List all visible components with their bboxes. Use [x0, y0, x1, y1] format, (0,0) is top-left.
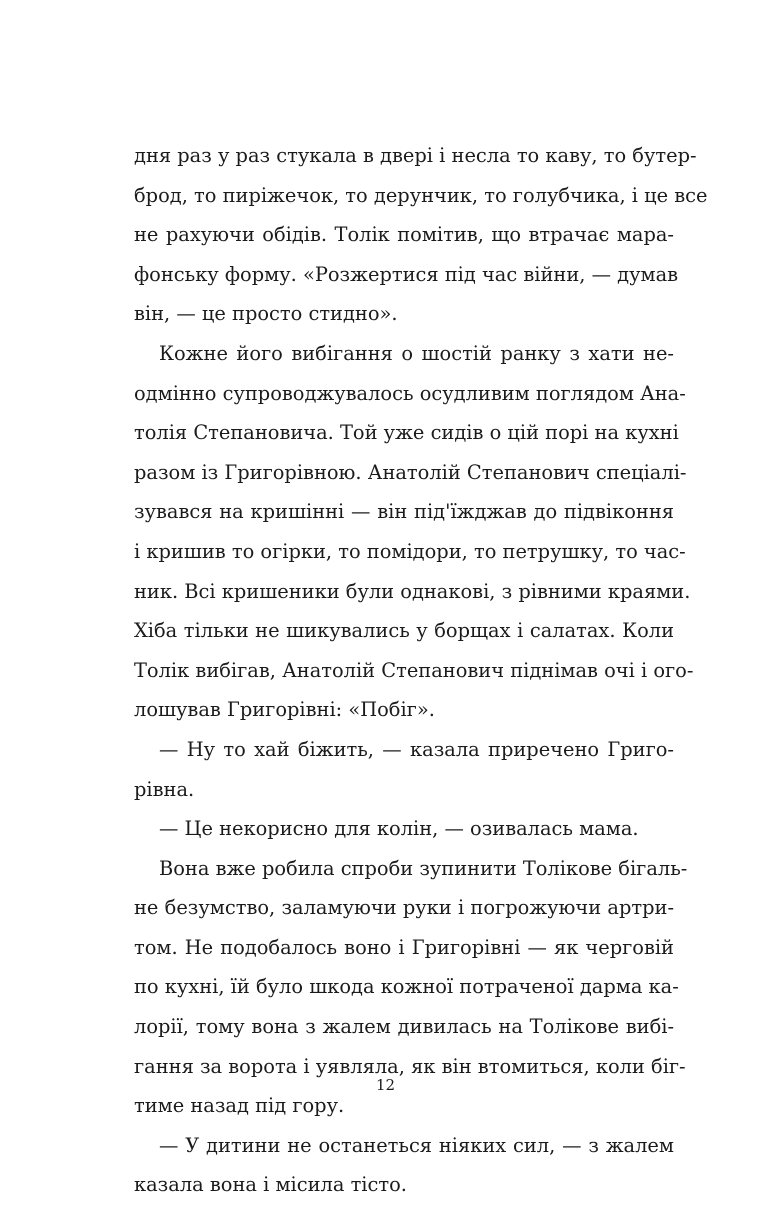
text-line: гання за ворота і уявляла, як він втомиться, коли біг-: [134, 1054, 686, 1078]
text-line: і кришив то огірки, то помідори, то петрушку, то час-: [134, 539, 686, 563]
text-line: ник. Всі кришеники були однакові, з рівними краями.: [134, 579, 691, 603]
text-line: Толік вибігав, Анатолій Степанович піднімав очі і ого-: [134, 658, 694, 682]
text-line: лорії, тому вона з жалем дивилась на Толікове вибі-: [134, 1015, 674, 1039]
text-line: казала вона і місила тісто.: [134, 1173, 407, 1197]
text-line: зувався на кришінні — він під'їжджав до підвіконня: [134, 500, 674, 524]
text-line: він, — це просто стидно».: [134, 302, 398, 326]
text-line: — У дитини не останеться ніяких сил, — з жалем: [159, 1133, 674, 1157]
text-line: брод, то пиріжечок, то дерунчик, то голубчика, і це все: [134, 183, 708, 207]
text-line: — Це некорисно для колін, — озивалась мама.: [159, 817, 639, 841]
text-line: рівна.: [134, 777, 195, 801]
text-line: Вона вже робила спроби зупинити Толікове бігаль-: [159, 856, 688, 880]
text-line: не безумство, заламуючи руки і погрожуючи артри-: [134, 896, 674, 920]
text-line: по кухні, їй було шкода кожної потраченої дарма ка-: [134, 975, 679, 999]
text-line: тиме назад під гору.: [134, 1094, 345, 1118]
text-line: дня раз у раз стукала в двері і несла то каву, то бутер-: [134, 144, 697, 167]
text-line: не рахуючи обідів. Толік помітив, що втрачає мара-: [134, 223, 674, 247]
text-line: толія Степановича. Той уже сидів о цій порі на кухні: [134, 421, 679, 445]
text-line: том. Не подобалось воно і Григорівні — як черговій: [134, 935, 674, 959]
text-line: фонську форму. «Розжертися під час війни, — думав: [134, 262, 679, 286]
text-line: одмінно супроводжувалось осудливим поглядом Ана-: [134, 381, 686, 405]
text-line: Хіба тільки не шикувались у борщах і салатах. Коли: [134, 619, 674, 643]
text-line: разом із Григорівною. Анатолій Степанович спеціалі-: [134, 460, 687, 484]
body-text: [134, 136, 708, 1205]
text-line: лошував Григорівні: «Побіг».: [134, 698, 435, 722]
page-number: 12: [375, 1076, 396, 1094]
text-line: Кожне його вибігання о шостій ранку з хати не-: [159, 341, 674, 365]
text-line: — Ну то хай біжить, — казала приречено Григо-: [159, 737, 674, 761]
